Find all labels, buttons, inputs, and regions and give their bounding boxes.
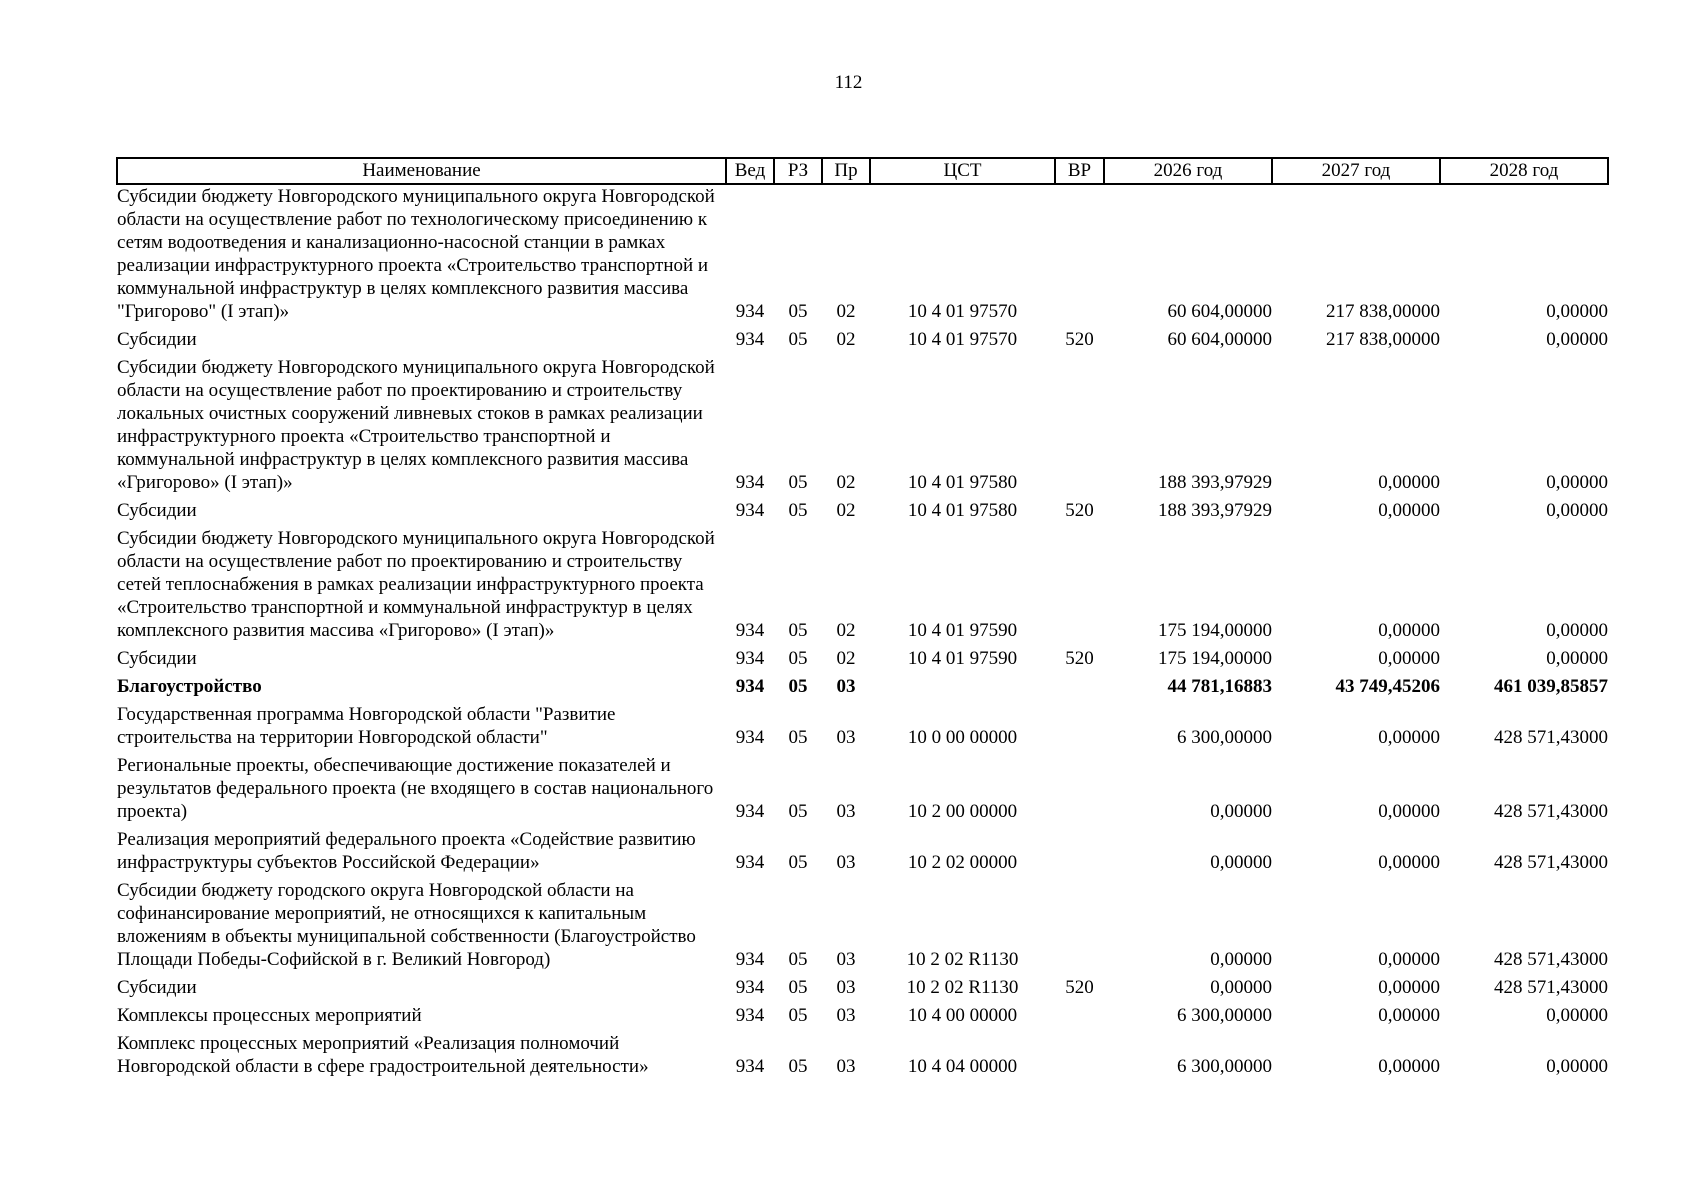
cell-ved: 934	[735, 1056, 765, 1077]
cell-name: Субсидии бюджету Новгородского муниципального округа Новгородской области на осуществление работ по проектированию и строительству сетей теплоснабжения в рамках реализации инфраструктурного проекта «Строительство транспортной и коммунальной инфраструктур в целях комплексного развития массива «Григорово» (I этап)»	[117, 528, 715, 641]
cell-2026: 60 604,00000	[1167, 329, 1272, 350]
cell-name: Государственная программа Новгородской области "Развитие строительства на территории Новгородской области"	[117, 704, 616, 748]
cell-cst: 10 4 01 97570	[907, 329, 1018, 350]
cell-vr	[1055, 184, 1104, 328]
cell-2027: 0,00000	[1378, 1056, 1440, 1077]
cell-name: Субсидии	[117, 648, 197, 669]
cell-cst	[870, 675, 1055, 703]
cell-2028: 461 039,85857	[1494, 676, 1608, 697]
cell-2027: 0,00000	[1378, 472, 1440, 493]
cell-2027: 0,00000	[1378, 949, 1440, 970]
cell-cst: 10 4 01 97580	[907, 500, 1018, 521]
cell-2026: 44 781,16883	[1167, 676, 1272, 697]
cell-cst: 10 4 01 97570	[907, 301, 1018, 322]
table-row	[117, 527, 1608, 647]
cell-cst: 10 4 01 97590	[907, 648, 1018, 669]
cell-pr: 02	[836, 500, 856, 521]
cell-vr: 520	[1065, 500, 1094, 521]
cell-cst: 10 2 02 R1130	[906, 977, 1019, 998]
cell-2028: 0,00000	[1546, 301, 1608, 322]
cell-name: Субсидии бюджету Новгородского муниципального округа Новгородской области на осуществление работ по проектированию и строительству локальных очистных сооружений ливневых стоков в рамках реализации инфраструктурного проекта «Строительство транспортной и коммунальной инфраструктур в целях комплексного развития массива «Григорово» (I этап)»	[117, 357, 715, 493]
cell-2028: 0,00000	[1546, 472, 1608, 493]
cell-vr	[1055, 828, 1104, 879]
cell-2026: 6 300,00000	[1177, 1056, 1272, 1077]
cell-2028: 0,00000	[1546, 1005, 1608, 1026]
cell-2026: 0,00000	[1210, 977, 1272, 998]
cell-rz: 05	[788, 977, 808, 998]
header-vr: ВР	[1055, 158, 1104, 184]
cell-pr: 03	[836, 949, 856, 970]
table-row	[117, 499, 1608, 527]
cell-2028: 428 571,43000	[1494, 977, 1608, 998]
cell-2028: 0,00000	[1546, 1056, 1608, 1077]
cell-cst: 10 2 02 R1130	[906, 949, 1019, 970]
table-row	[117, 879, 1608, 976]
cell-rz: 05	[788, 1056, 808, 1077]
header-cst: ЦСТ	[870, 158, 1055, 184]
cell-2027: 0,00000	[1378, 977, 1440, 998]
cell-2026: 0,00000	[1210, 852, 1272, 873]
cell-vr	[1055, 527, 1104, 647]
cell-2028: 0,00000	[1546, 329, 1608, 350]
cell-ved: 934	[735, 620, 765, 641]
cell-pr: 02	[836, 648, 856, 669]
cell-cst: 10 4 04 00000	[907, 1056, 1018, 1077]
header-2026: 2026 год	[1104, 158, 1272, 184]
table-row	[117, 828, 1608, 879]
cell-pr: 02	[836, 301, 856, 322]
cell-rz: 05	[788, 329, 808, 350]
cell-vr: 520	[1065, 977, 1094, 998]
header-2028: 2028 год	[1440, 158, 1608, 184]
cell-pr: 03	[836, 801, 856, 822]
cell-vr	[1055, 879, 1104, 976]
table-row	[117, 675, 1608, 703]
table-row	[117, 754, 1608, 828]
cell-ved: 934	[735, 329, 765, 350]
cell-2027: 0,00000	[1378, 852, 1440, 873]
cell-vr: 520	[1065, 329, 1094, 350]
header-ved: Вед	[726, 158, 774, 184]
cell-ved: 934	[735, 852, 765, 873]
cell-rz: 05	[788, 472, 808, 493]
cell-cst: 10 2 02 00000	[907, 852, 1018, 873]
table-row	[117, 976, 1608, 1004]
cell-2028: 0,00000	[1546, 620, 1608, 641]
cell-2027: 0,00000	[1378, 648, 1440, 669]
table-row	[117, 356, 1608, 499]
cell-2027: 0,00000	[1378, 620, 1440, 641]
budget-table	[116, 157, 1609, 1083]
cell-name: Субсидии бюджету Новгородского муниципального округа Новгородской области на осуществление работ по технологическому присоединению к сетям водоотведения и канализационно-насосной станции в рамках реализации инфраструктурного проекта «Строительство транспортной и коммунальной инфраструктур в целях комплексного развития массива "Григорово" (I этап)»	[117, 186, 715, 322]
cell-ved: 934	[735, 727, 765, 748]
cell-pr: 03	[836, 676, 856, 697]
cell-rz: 05	[788, 648, 808, 669]
cell-2026: 188 393,97929	[1158, 472, 1272, 493]
cell-ved: 934	[735, 648, 765, 669]
table-row	[117, 1032, 1608, 1083]
cell-ved: 934	[735, 1005, 765, 1026]
cell-cst: 10 4 00 00000	[907, 1005, 1018, 1026]
cell-rz: 05	[788, 676, 808, 697]
cell-pr: 03	[836, 852, 856, 873]
cell-pr: 02	[836, 620, 856, 641]
cell-name: Субсидии	[117, 977, 197, 998]
table-header-row	[117, 158, 1608, 184]
header-pr: Пр	[822, 158, 870, 184]
cell-rz: 05	[788, 500, 808, 521]
cell-rz: 05	[788, 301, 808, 322]
cell-rz: 05	[788, 949, 808, 970]
cell-ved: 934	[735, 500, 765, 521]
cell-2027: 217 838,00000	[1326, 329, 1440, 350]
table-row	[117, 703, 1608, 754]
cell-2028: 428 571,43000	[1494, 949, 1608, 970]
cell-name: Благоустройство	[117, 676, 262, 697]
cell-pr: 02	[836, 472, 856, 493]
cell-ved: 934	[735, 977, 765, 998]
page-number: 112	[834, 72, 863, 93]
cell-2027: 0,00000	[1378, 801, 1440, 822]
cell-pr: 03	[836, 977, 856, 998]
cell-name: Субсидии	[117, 500, 197, 521]
cell-2028: 0,00000	[1546, 500, 1608, 521]
table-row	[117, 647, 1608, 675]
cell-name: Субсидии	[117, 329, 197, 350]
cell-2028: 428 571,43000	[1494, 727, 1608, 748]
cell-2026: 0,00000	[1210, 949, 1272, 970]
cell-2026: 0,00000	[1210, 801, 1272, 822]
cell-cst: 10 2 00 00000	[907, 801, 1018, 822]
cell-2028: 0,00000	[1546, 648, 1608, 669]
cell-rz: 05	[788, 1005, 808, 1026]
cell-2026: 175 194,00000	[1158, 620, 1272, 641]
cell-ved: 934	[735, 472, 765, 493]
cell-vr	[1055, 356, 1104, 499]
cell-2026: 175 194,00000	[1158, 648, 1272, 669]
cell-2028: 428 571,43000	[1494, 852, 1608, 873]
cell-2027: 0,00000	[1378, 500, 1440, 521]
cell-ved: 934	[735, 301, 765, 322]
table-row	[117, 184, 1608, 328]
cell-vr	[1055, 703, 1104, 754]
cell-cst: 10 4 01 97580	[907, 472, 1018, 493]
cell-2028: 428 571,43000	[1494, 801, 1608, 822]
cell-rz: 05	[788, 620, 808, 641]
cell-2026: 6 300,00000	[1177, 727, 1272, 748]
cell-vr	[1055, 754, 1104, 828]
header-rz: РЗ	[774, 158, 822, 184]
cell-vr	[1055, 1032, 1104, 1083]
cell-name: Комплекс процессных мероприятий «Реализация полномочий Новгородской области в сфере градостроительной деятельности»	[117, 1033, 649, 1077]
cell-pr: 03	[836, 1005, 856, 1026]
table-row	[117, 1004, 1608, 1032]
cell-ved: 934	[735, 676, 765, 697]
cell-name: Субсидии бюджету городского округа Новгородской области на софинансирование мероприятий, не относящихся к капитальным вложениям в объекты муниципальной собственности (Благоустройство Площади Победы-Софийской в г. Великий Новгород)	[117, 880, 696, 970]
cell-2026: 60 604,00000	[1167, 301, 1272, 322]
cell-vr	[1055, 1004, 1104, 1032]
cell-pr: 03	[836, 727, 856, 748]
cell-2026: 188 393,97929	[1158, 500, 1272, 521]
cell-cst: 10 4 01 97590	[907, 620, 1018, 641]
cell-pr: 02	[836, 329, 856, 350]
cell-vr	[1055, 675, 1104, 703]
cell-name: Реализация мероприятий федерального проекта «Содействие развитию инфраструктуры субъектов Российской Федерации»	[117, 829, 696, 873]
cell-name: Региональные проекты, обеспечивающие достижение показателей и результатов федерального проекта (не входящего в состав национального проекта)	[117, 755, 714, 822]
cell-2027: 0,00000	[1378, 727, 1440, 748]
cell-2026: 6 300,00000	[1177, 1005, 1272, 1026]
table-body	[117, 184, 1608, 1083]
cell-rz: 05	[788, 801, 808, 822]
cell-ved: 934	[735, 801, 765, 822]
table-row	[117, 328, 1608, 356]
cell-2027: 217 838,00000	[1326, 301, 1440, 322]
cell-rz: 05	[788, 852, 808, 873]
cell-name: Комплексы процессных мероприятий	[117, 1005, 422, 1026]
header-name: Наименование	[117, 158, 726, 184]
cell-2027: 0,00000	[1378, 1005, 1440, 1026]
cell-pr: 03	[836, 1056, 856, 1077]
cell-rz: 05	[788, 727, 808, 748]
cell-vr: 520	[1065, 648, 1094, 669]
cell-ved: 934	[735, 949, 765, 970]
cell-cst: 10 0 00 00000	[907, 727, 1018, 748]
cell-2027: 43 749,45206	[1335, 676, 1440, 697]
header-2027: 2027 год	[1272, 158, 1440, 184]
